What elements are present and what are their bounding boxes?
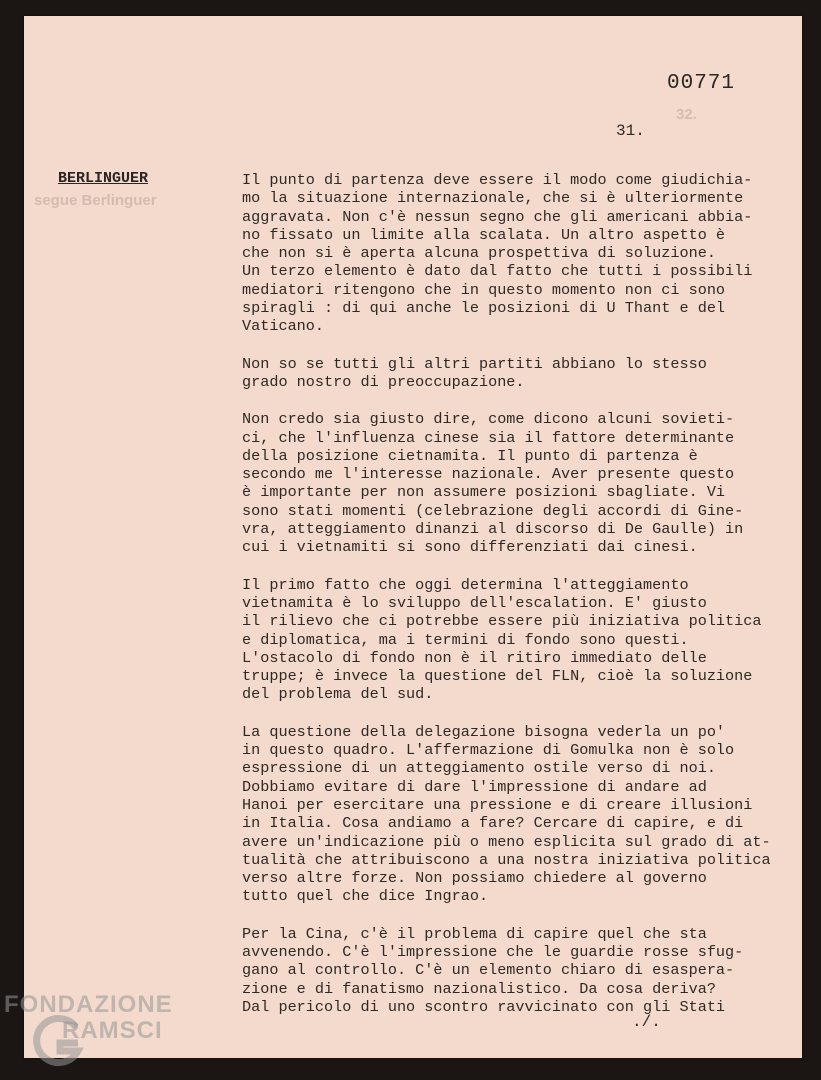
text-line: mediatori ritengono che in questo momento non ci sono — [242, 280, 726, 299]
text-line: Non credo sia giusto dire, come dicono alcuni sovieti- — [242, 410, 735, 429]
text-line: ci, che l'influenza cinese sia il fattore determinante — [242, 428, 735, 447]
text-line: verso altre forze. Non possiamo chiedere al governo — [242, 869, 707, 888]
text-line: Il punto di partenza deve essere il modo come giudichia- — [242, 171, 753, 189]
document-number: 00771 — [667, 72, 736, 95]
bleed-through-speaker-note: segue Berlinguer — [34, 192, 157, 209]
continuation-mark: ./. — [632, 1013, 661, 1031]
text-line: La questione della delegazione bisogna vederla un po' — [242, 722, 726, 741]
text-line: Non so se tutti gli altri partiti abbiano lo stesso — [242, 354, 707, 373]
bleed-through-page-number: 32. — [676, 106, 697, 123]
text-line: Vaticano. — [242, 317, 325, 336]
text-line: tutto quel che dice Ingrao. — [242, 887, 489, 906]
text-line: è importante per non assumere posizioni sbagliate. Vi — [242, 483, 726, 502]
speaker-name: BERLINGUER — [58, 170, 149, 187]
paragraph — [242, 723, 802, 906]
text-line: no fissato un limite alla scalata. Un altro aspetto è — [242, 225, 726, 244]
fondazione-gramsci-watermark-logo — [4, 991, 204, 1077]
watermark-line-2: RAMSCI — [62, 1017, 163, 1044]
text-line: cui i vietnamiti si sono differenziati dai cinesi. — [242, 538, 698, 557]
text-line: in Italia. Cosa andiamo a fare? Cercare di capire, e di — [242, 814, 744, 833]
text-line: il rilievo che ci potrebbe essere più iniziativa politica — [242, 612, 762, 631]
text-line: Per la Cina, c'è il problema di capire quel che sta — [242, 924, 707, 943]
text-line: truppe; è invece la questione del FLN, cioè la soluzione — [242, 667, 753, 686]
text-line: L'ostacolo di fondo non è il ritiro immediato delle — [242, 648, 707, 667]
paragraph — [242, 925, 802, 1016]
paragraph — [242, 355, 802, 392]
text-line: vietnamita è lo sviluppo dell'escalation. E' giusto — [242, 593, 707, 612]
text-line: grado nostro di preoccupazione. — [242, 372, 525, 391]
watermark-line-1: FONDAZIONE — [4, 991, 173, 1018]
text-line: avere un'indicazione più o meno esplicita sul grado di at- — [242, 832, 771, 851]
text-line: sono stati momenti (celebrazione degli accordi di Gine- — [242, 501, 744, 520]
text-line: zione e di fanatismo nazionalistico. Da cosa deriva? — [242, 979, 716, 998]
paragraph — [242, 576, 802, 704]
document-page — [24, 16, 802, 1058]
text-line: tualità che attribuiscono a una nostra iniziativa politica — [242, 850, 771, 869]
text-line: e diplomatica, ma i termini di fondo sono questi. — [242, 630, 689, 649]
text-line: Il primo fatto che oggi determina l'atteggiamento — [242, 575, 689, 594]
text-line: spiragli : di qui anche le posizioni di U Thant e del — [242, 299, 726, 318]
text-line: mo la situazione internazionale, che si è ulteriormente — [242, 189, 744, 208]
text-line: Dal pericolo di uno scontro ravvicinato con gli Stati — [242, 997, 726, 1016]
text-line: della posizione cietnamita. Il punto di partenza è — [242, 446, 698, 465]
text-line: espressione di un atteggiamento ostile verso di noi. — [242, 759, 716, 778]
text-line: avvenendo. C'è l'impressione che le guardie rosse sfug- — [242, 942, 744, 961]
text-line: aggravata. Non c'è nessun segno che gli americani abbia- — [242, 207, 753, 226]
paragraph — [242, 171, 802, 336]
text-line: Un terzo elemento è dato dal fatto che tutti i possibili — [242, 262, 753, 281]
text-line: vra, atteggiamento dinanzi al discorso di De Gaulle) in — [242, 520, 744, 539]
text-line: secondo me l'interesse nazionale. Aver presente questo — [242, 465, 735, 484]
text-line: gano al controllo. C'è un elemento chiaro di esaspera- — [242, 961, 735, 980]
text-line: in questo quadro. L'affermazione di Gomulka non è solo — [242, 741, 735, 760]
paragraph — [242, 410, 802, 556]
text-line: Dobbiamo evitare di dare l'impressione di andare ad — [242, 777, 707, 796]
page-number: 31. — [616, 122, 645, 140]
transcript-body — [242, 171, 802, 1035]
text-line: Hanoi per esercitare una pressione e di creare illusioni — [242, 795, 753, 814]
text-line: che non si è aperta alcuna prospettiva di soluzione. — [242, 244, 716, 263]
text-line: del problema del sud. — [242, 685, 434, 704]
